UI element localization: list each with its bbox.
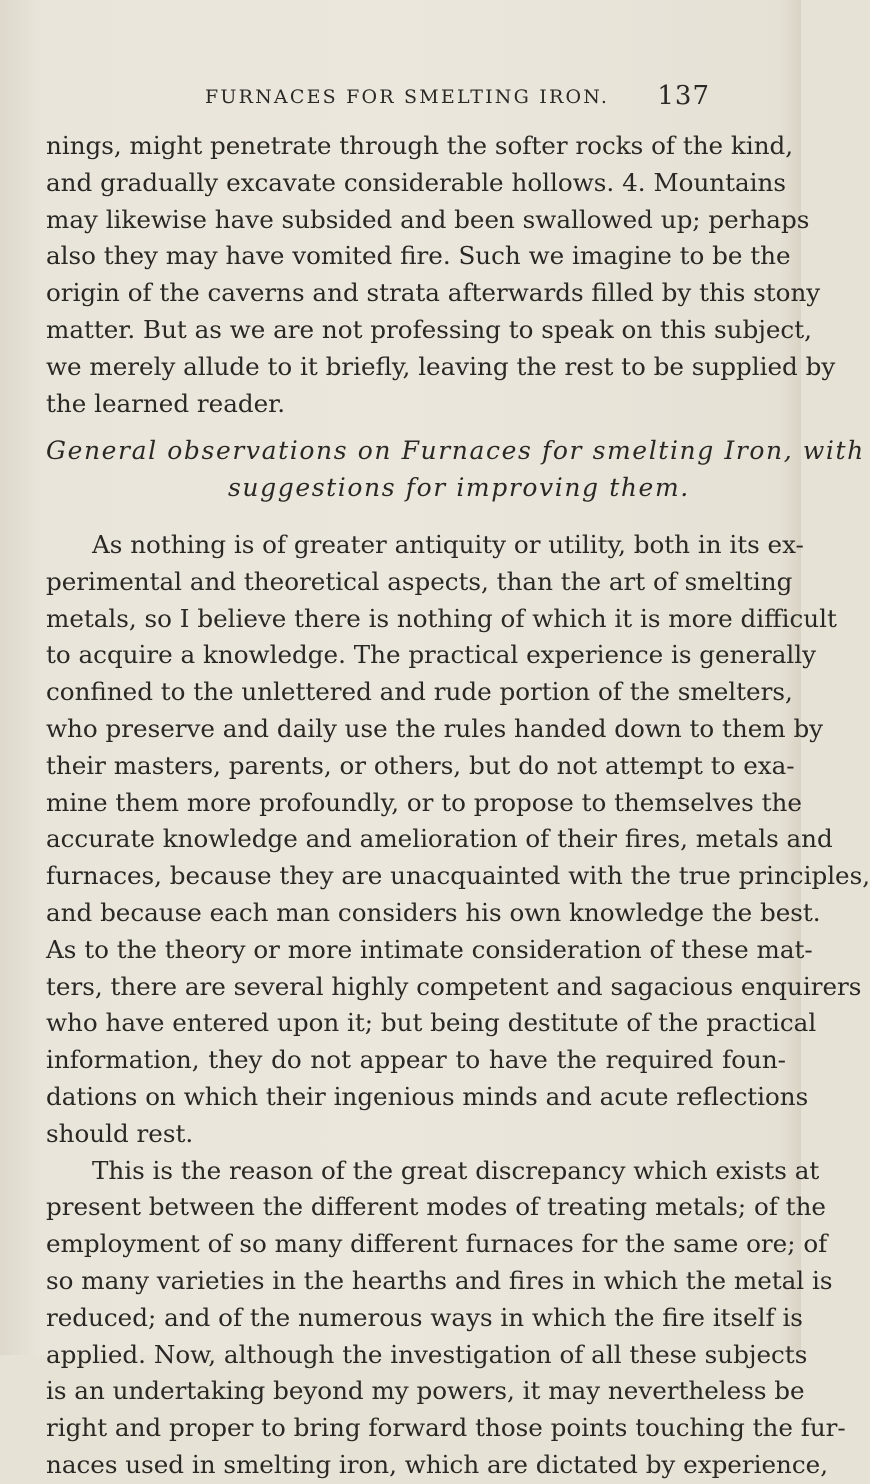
text-line: to acquire a knowledge. The practical experience is generally (46, 640, 817, 670)
section-heading (46, 432, 865, 506)
text-line: dations on which their ingenious minds and acute reflections (46, 1081, 809, 1111)
text-line: employment of so many different furnaces for the same ore; of (46, 1229, 828, 1259)
text-line: may likewise have subsided and been swallowed up; perhaps (46, 204, 810, 234)
text-line: reduced; and of the numerous ways in which the fire itself is (46, 1302, 803, 1332)
text-line: present between the different modes of treating metals; of the (46, 1192, 826, 1222)
text-line: and gradually excavate considerable hollows. 4. Mountains (46, 167, 786, 197)
text-line: we merely allude to it briefly, leaving the rest to be supplied by (46, 351, 836, 381)
text-line: who preserve and daily use the rules handed down to them by (46, 713, 824, 743)
section-heading-line: suggestions for improving them. (228, 473, 690, 502)
text-line: who have entered upon it; but being destitute of the practical (46, 1008, 817, 1038)
paragraph-continued (46, 128, 836, 422)
text-line: furnaces, because they are unacquainted with the true principles, (46, 861, 870, 891)
text-line: origin of the caverns and strata afterwards filled by this stony (46, 278, 821, 308)
text-line: naces used in smelting iron, which are dictated by experience, (46, 1449, 829, 1479)
text-line: nings, might penetrate through the softer rocks of the kind, (46, 131, 794, 160)
text-line: and because each man considers his own knowledge the best. (46, 897, 821, 927)
text-line: accurate knowledge and amelioration of their fires, metals and (46, 824, 833, 854)
text-line: information, they do not appear to have the required foun- (46, 1045, 786, 1075)
text-line: confined to the unlettered and rude portion of the smelters, (46, 677, 793, 707)
text-line: their masters, parents, or others, but do not attempt to exa- (46, 750, 795, 780)
text-line: As nothing is of greater antiquity or utility, both in its ex- (92, 530, 804, 559)
text-line: metals, so I believe there is nothing of which it is more difficult (46, 603, 837, 633)
text-line: perimental and theoretical aspects, than the art of smelting (46, 566, 793, 596)
body-text (46, 527, 870, 1484)
text-line: ters, there are several highly competent and sagacious enquirers (46, 971, 862, 1001)
text-line: is an undertaking beyond my powers, it may nevertheless be (46, 1376, 805, 1406)
page-header (205, 78, 710, 112)
text-line: mine them more profoundly, or to propose to themselves the (46, 787, 802, 817)
text-line: applied. Now, although the investigation of all these subjects (46, 1339, 808, 1369)
text-line: matter. But as we are not professing to speak on this subject, (46, 314, 812, 344)
section-heading-line: General observations on Furnaces for smelting Iron, with (46, 436, 865, 465)
text-line: This is the reason of the great discrepancy which exists at (92, 1155, 820, 1185)
text-line: so many varieties in the hearths and fires in which the metal is (46, 1265, 833, 1295)
text-line: right and proper to bring forward those points touching the fur- (46, 1413, 846, 1443)
text-line: the learned reader. (46, 388, 286, 418)
text-line: As to the theory or more intimate consideration of these mat- (46, 934, 813, 964)
text-line: also they may have vomited fire. Such we imagine to be the (46, 241, 791, 271)
page-number: 137 (657, 81, 710, 111)
running-title: FURNACES FOR SMELTING IRON. (205, 86, 610, 108)
text-line: should rest. (46, 1118, 194, 1148)
